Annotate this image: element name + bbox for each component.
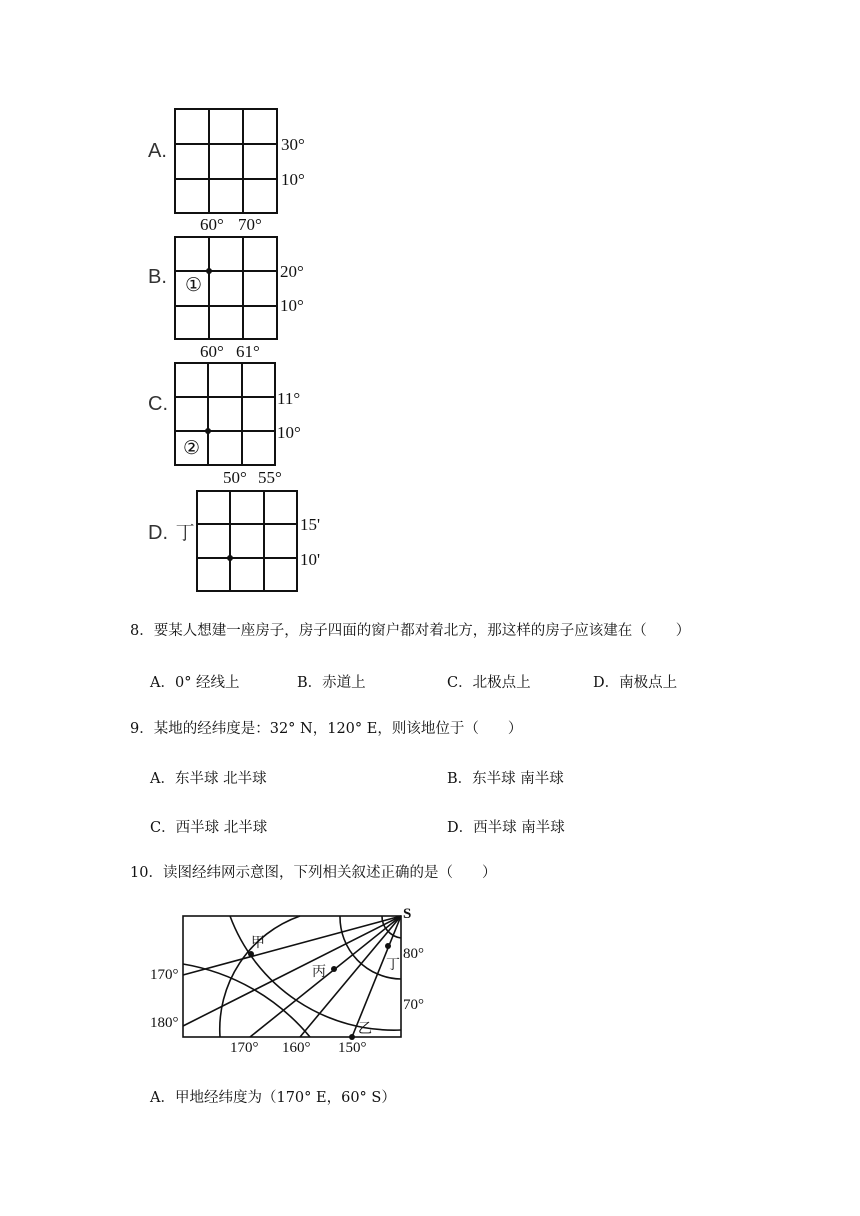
question-8-option-d: D．南极点上 — [593, 675, 678, 691]
graticule-map — [150, 900, 450, 1060]
map-point-jia: 甲 — [251, 935, 265, 951]
grid-d-lat-2: 10' — [300, 550, 321, 569]
grid-d-point-label: 丁 — [175, 522, 195, 544]
grid-c-letter: C. — [148, 393, 168, 415]
grid-d — [196, 490, 298, 592]
grid-c-lon-2: 55° — [258, 468, 282, 487]
question-10-text: 10．读图经纬网示意图，下列相关叙述正确的是（ ） — [130, 865, 497, 881]
map-lat-80: 80° — [403, 946, 424, 962]
map-lon-left-180: 180° — [150, 1015, 179, 1031]
grid-b-lon-2: 61° — [236, 342, 260, 361]
grid-b-lon-1: 60° — [200, 342, 224, 361]
question-10-option-a: A．甲地经纬度为（170° E，60° S） — [150, 1090, 396, 1106]
grid-a-lat-1: 30° — [281, 135, 305, 154]
grid-c-point-2: ② — [183, 438, 201, 459]
grid-a — [174, 108, 278, 214]
grid-d-letter — [148, 518, 195, 545]
question-8-text: 8．要某人想建一座房子，房子四面的窗户都对着北方，那这样的房子应该建在（ ） — [130, 623, 691, 639]
grid-c-lat-2: 10° — [277, 423, 301, 442]
question-9-option-c: C．西半球 北半球 — [150, 820, 268, 836]
map-point-bing: 丙 — [312, 964, 326, 980]
grid-b-point-1: ① — [185, 275, 203, 296]
question-9-option-a: A．东半球 北半球 — [150, 771, 267, 787]
map-lon-bottom-160: 160° — [282, 1040, 311, 1056]
map-pole-label: S — [403, 906, 412, 922]
question-9-text: 9．某地的经纬度是：32° N，120° E，则该地位于（ ） — [130, 721, 523, 737]
grid-b-letter: B. — [148, 266, 167, 288]
grid-a-lon-1: 60° — [200, 215, 224, 234]
map-point-ding: 丁 — [386, 957, 400, 973]
grid-a-lon-2: 70° — [238, 215, 262, 234]
grid-a-letter: A. — [148, 140, 167, 162]
grid-c-lat-1: 11° — [277, 389, 301, 408]
grid-d-letter-text: D. — [148, 522, 168, 544]
map-lon-bottom-170: 170° — [230, 1040, 259, 1056]
map-lon-left-170: 170° — [150, 967, 179, 983]
map-lat-70: 70° — [403, 997, 424, 1013]
grid-b-lat-2: 10° — [280, 296, 304, 315]
question-9-option-b: B．东半球 南半球 — [447, 771, 564, 787]
grid-d-lat-1: 15' — [300, 515, 321, 534]
question-8-option-c: C．北极点上 — [447, 675, 531, 691]
question-8-option-b: B．赤道上 — [297, 675, 366, 691]
question-8-option-a: A．0° 经线上 — [150, 675, 240, 691]
question-9-option-d: D．西半球 南半球 — [447, 820, 565, 836]
grid-a-lat-2: 10° — [281, 170, 305, 189]
grid-b-lat-1: 20° — [280, 262, 304, 281]
map-lon-bottom-150: 150° — [338, 1040, 367, 1056]
grid-c-lon-1: 50° — [223, 468, 247, 487]
map-point-yi: 乙 — [358, 1021, 372, 1037]
